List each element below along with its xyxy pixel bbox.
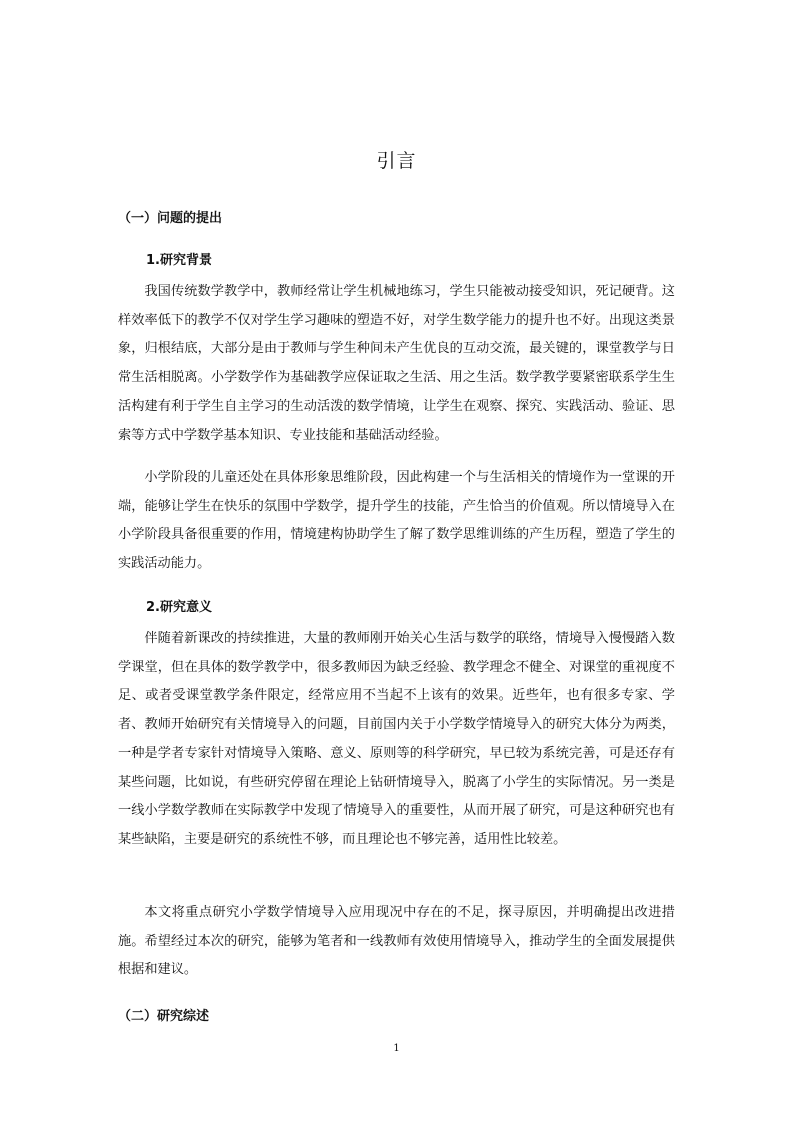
paragraph-significance-1: 伴随着新课改的持续推进，大量的教师刚开始关心生活与数学的联络，情境导入慢慢踏入数学课堂，但在具体的数学教学中，很多教师因为缺乏经验、教学理念不健全、对课堂的重视度不足、或者受课堂教学条件限定，经常应用不当起不上该有的效果。近些年，也有很多专家、学者、教师开始研究有关情境导入的问题，目前国内关于小学数学情境导入的研究大体分为两类，一种是学者专家针对情境导入策略、意义、原则等的科学研究，早已较为系统完善，可是还存有某些问题，比如说，有些研究停留在理论上钻研情境导入，脱离了小学生的实际情况。另一类是一线小学数学教师在实际教学中发现了情境导入的重要性，从而开展了研究，可是这种研究也有某些缺陷，主要是研究的系统性不够，而且理论也不够完善，适用性比较差。 <box>118 631 675 847</box>
paragraph-significance-2: 本文将重点研究小学数学情境导入应用现况中存在的不足，探寻原因，并明确提出改进措施。希望经过本次的研究，能够为笔者和一线教师有效使用情境导入，推动学生的全面发展提供根据和建议。 <box>118 905 675 978</box>
section-heading-review: （二）研究综述 <box>118 1009 210 1024</box>
subsection-heading-significance: 2.研究意义 <box>146 600 212 615</box>
section-heading-problem: （一）问题的提出 <box>118 211 223 226</box>
paragraph-background-1: 我国传统数学教学中，教师经常让学生机械地练习，学生只能被动接受知识，死记硬背。这样效率低下的教学不仅对学生学习趣味的塑造不好，对学生数学能力的提升也不好。出现这类景象，归根结底，大部分是由于教师与学生种间未产生优良的互动交流，最关键的，课堂教学与日常生活相脱离。小学数学作为基础教学应保证取之生活、用之生活。数学教学要紧密联系学生生活构建有利于学生自主学习的生动活泼的数学情境，让学生在观察、探究、实践活动、验证、思索等方式中学数学基本知识、专业技能和基础活动经验。 <box>118 284 675 443</box>
subsection-heading-background: 1.研究背景 <box>146 253 212 268</box>
page-title: 引言 <box>376 150 417 172</box>
paragraph-background-2: 小学阶段的儿童还处在具体形象思维阶段，因此构建一个与生活相关的情境作为一堂课的开端，能够让学生在快乐的氛围中学数学，提升学生的技能，产生恰当的价值观。所以情境导入在小学阶段具备很重要的作用，情境建构协助学生了解了数学思维训练的产生历程，塑造了学生的实践活动能力。 <box>118 470 675 572</box>
page-number: 1 <box>393 1043 400 1054</box>
